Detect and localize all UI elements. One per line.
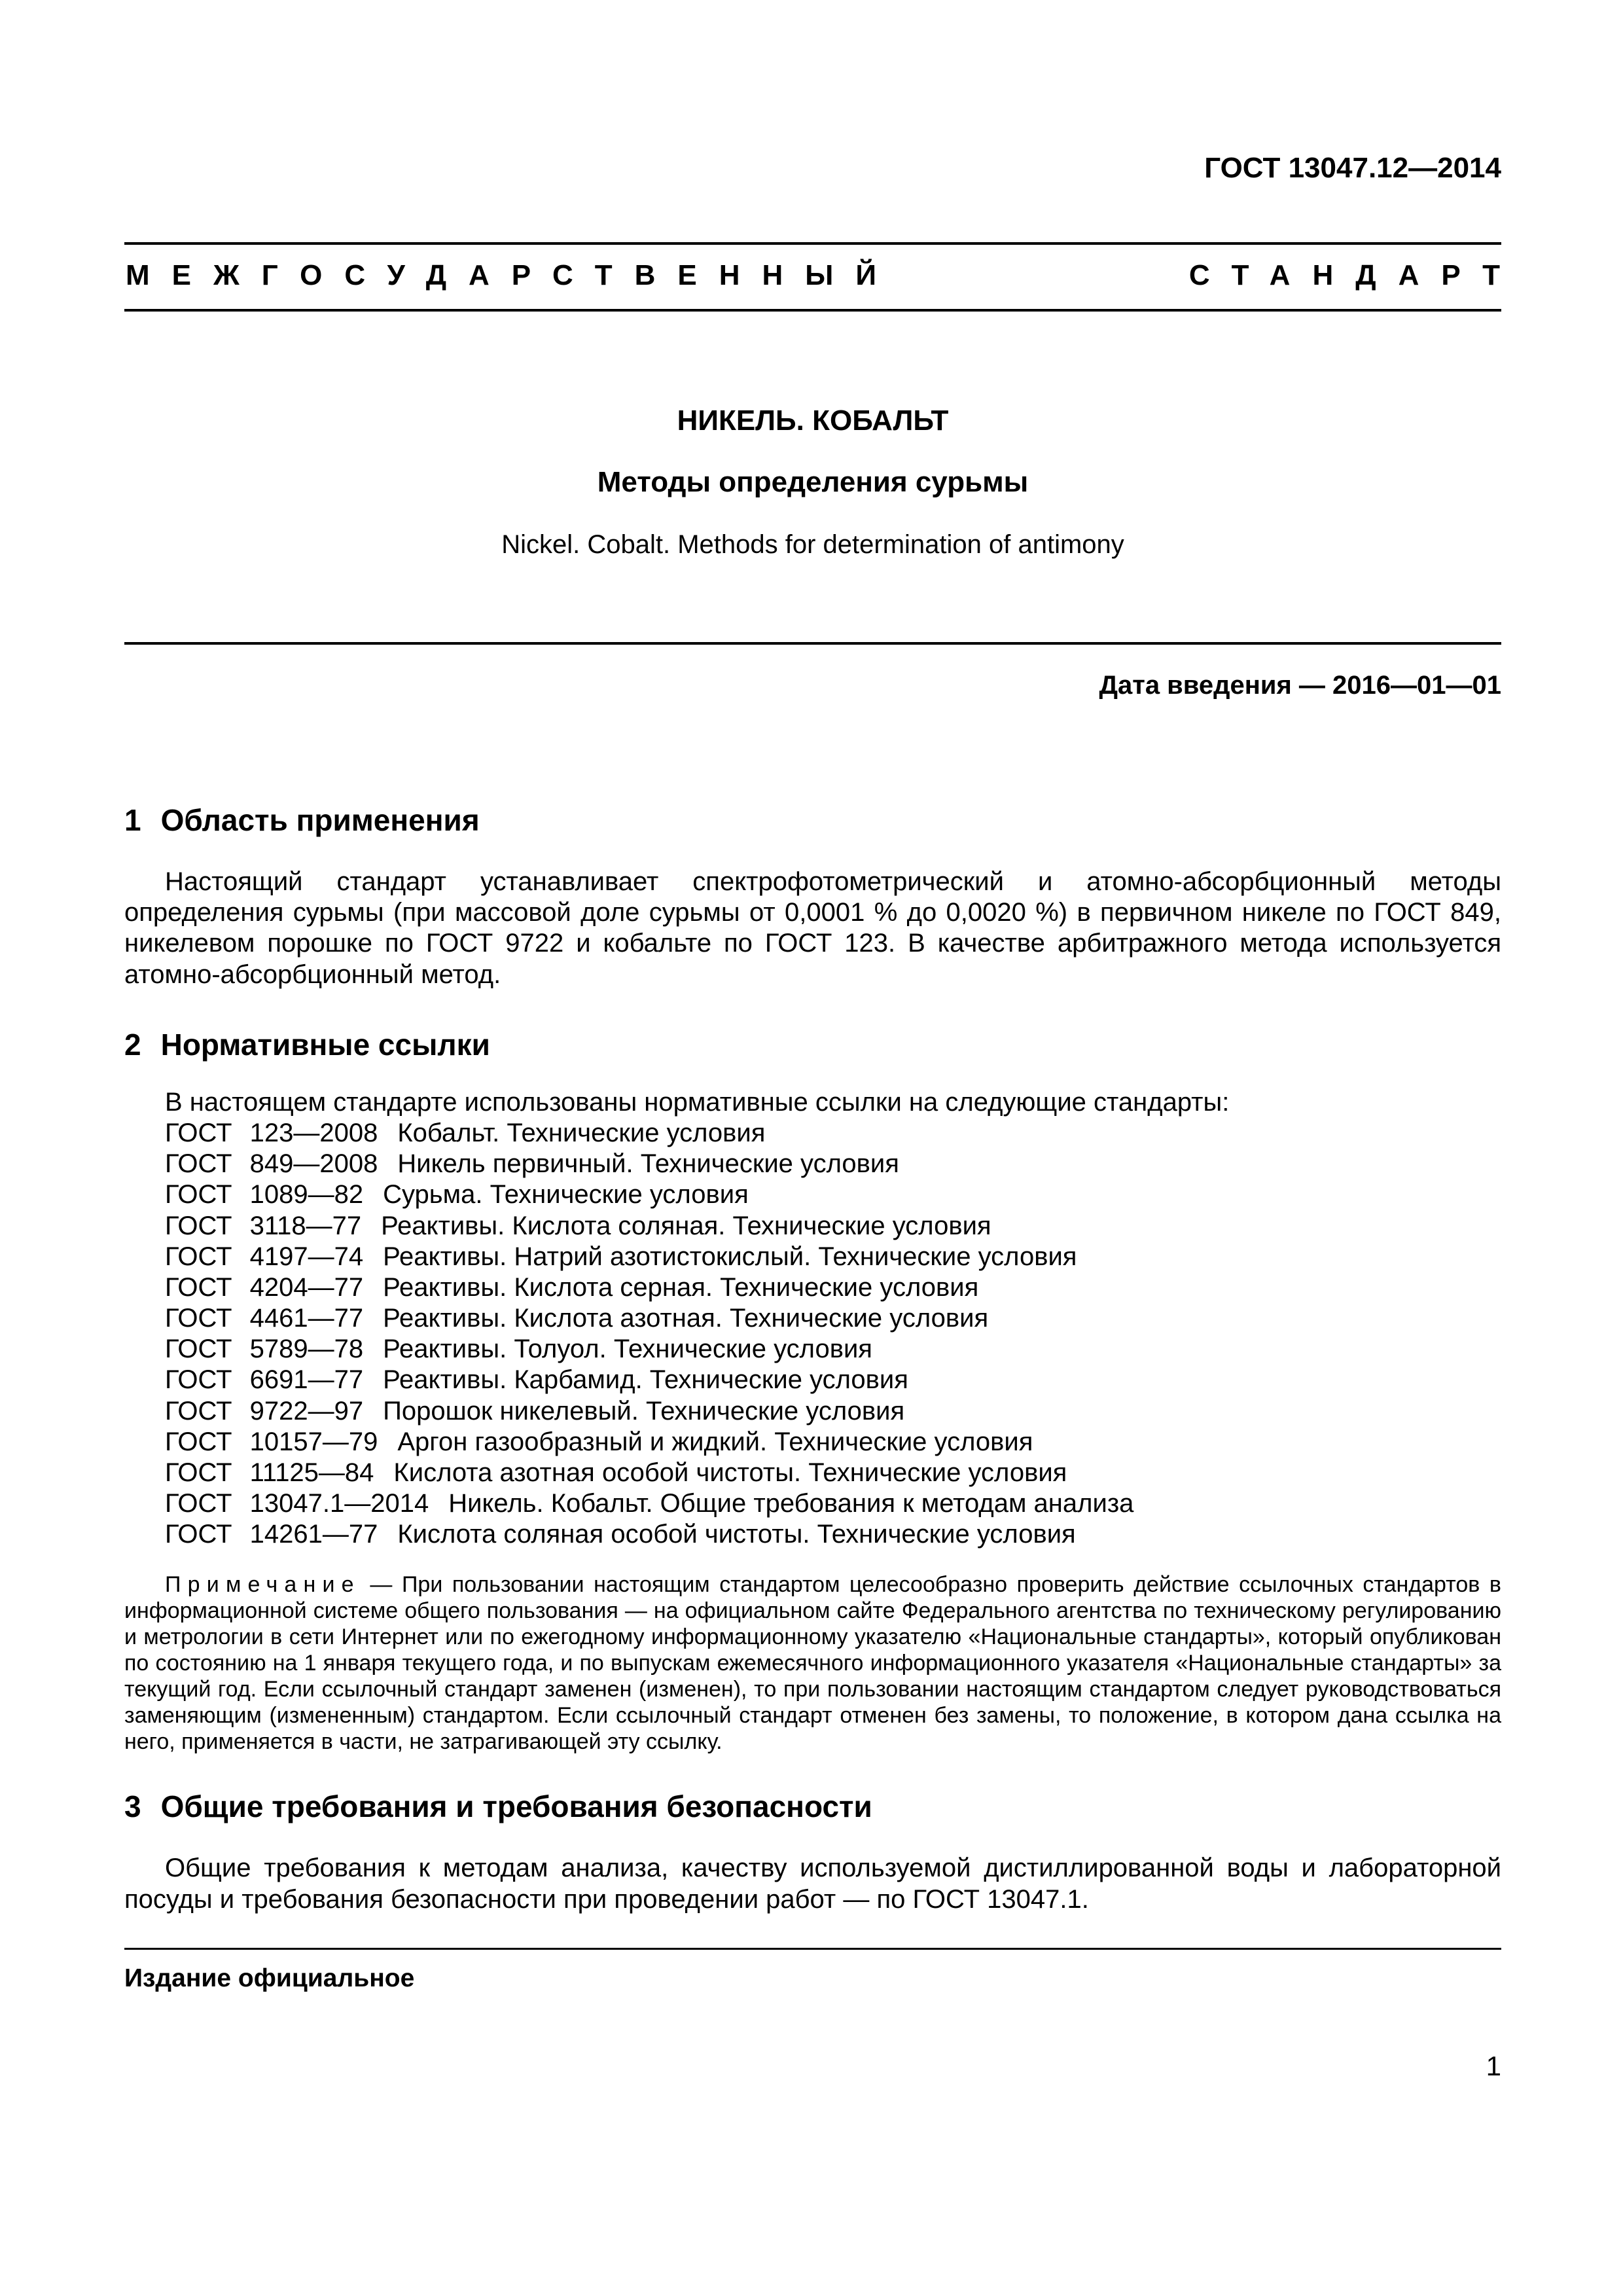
standard-ref-code: ГОСТ 5789—78 bbox=[165, 1335, 364, 1364]
standard-type-word-1: МЕЖГОСУДАРСТВЕННЫЙ bbox=[126, 259, 899, 291]
introduction-date: Дата введения — 2016—01—01 bbox=[1099, 671, 1501, 700]
body-paragraph: Настоящий стандарт устанавливает спектрофотометрический и атомно-абсорбционный методы определения сурьмы (при массовой доле сурьмы от 0,0001 % до 0,0020 %) в первичном никеле по ГОСТ 849, никелевом порошке по ГОСТ 9722 и кобальте по ГОСТ 123. В качестве арбитражного метода используется атомно-абсорбционный метод. bbox=[124, 867, 1501, 989]
standard-ref-title: Кобальт. Технические условия bbox=[397, 1118, 766, 1147]
standard-ref-item bbox=[124, 1272, 1501, 1303]
doc-subtitle-ru: Методы определения сурьмы bbox=[597, 466, 1029, 498]
standard-ref-title: Сурьма. Технические условия bbox=[383, 1180, 749, 1210]
section-normative-references bbox=[124, 1027, 1501, 1755]
standard-ref-code: ГОСТ 11125—84 bbox=[165, 1458, 374, 1487]
standard-ref-item bbox=[124, 1519, 1501, 1550]
standard-ref-code: ГОСТ 123—2008 bbox=[165, 1118, 378, 1147]
standard-ref-code: ГОСТ 4197—74 bbox=[165, 1242, 364, 1271]
section-title: Нормативные ссылки bbox=[160, 1027, 490, 1062]
standard-ref-item bbox=[124, 1396, 1501, 1427]
section-number: 1 bbox=[124, 803, 141, 837]
doc-number: ГОСТ 13047.12—2014 bbox=[1204, 152, 1501, 184]
title-divider-rule bbox=[124, 642, 1501, 645]
section-title: Область применения bbox=[160, 803, 480, 837]
standard-ref-title: Реактивы. Кислота соляная. Технические условия bbox=[381, 1211, 991, 1240]
section-number: 3 bbox=[124, 1789, 141, 1824]
standard-ref-title: Аргон газообразный и жидкий. Технические условия bbox=[397, 1427, 1033, 1456]
standard-ref-item bbox=[124, 1427, 1501, 1458]
standard-ref-code: ГОСТ 4461—77 bbox=[165, 1304, 364, 1333]
page-number: 1 bbox=[1486, 2050, 1501, 2081]
standard-ref-code: ГОСТ 10157—79 bbox=[165, 1427, 378, 1456]
official-edition-footer: Издание официальное bbox=[124, 1948, 1501, 1993]
section-scope bbox=[124, 802, 1501, 990]
standard-ref-title: Кислота соляная особой чистоты. Технические условия bbox=[397, 1520, 1076, 1549]
standard-ref-title: Реактивы. Карбамид. Технические условия bbox=[383, 1365, 908, 1395]
section-heading bbox=[124, 1027, 1501, 1062]
section-title: Общие требования и требования безопасности bbox=[160, 1789, 872, 1824]
body-paragraph: Общие требования к методам анализа, качеству используемой дистиллированной воды и лабораторной посуды и требования безопасности при проведении работ — по ГОСТ 13047.1. bbox=[124, 1854, 1501, 1914]
standard-ref-title: Реактивы. Толуол. Технические условия bbox=[383, 1335, 872, 1364]
standard-ref-item bbox=[124, 1242, 1501, 1272]
standard-ref-code: ГОСТ 13047.1—2014 bbox=[165, 1489, 429, 1518]
standard-ref-code: ГОСТ 14261—77 bbox=[165, 1520, 378, 1549]
standard-ref-code: ГОСТ 3118—77 bbox=[165, 1211, 362, 1240]
note-text: — При пользовании настоящим стандартом целесообразно проверить действие ссылочных стандартов в информационной системе общего пользования — на официальном сайте Федерального агентства по техническому регулированию и метрологии в сети Интернет или по ежегодному информационному указателю «Национальные стандарты», который опубликован по состоянию на 1 января текущего года, и по выпускам ежемесячного информационного указателя «Национальные стандарты» за текущий год. Если ссылочный стандарт заменен (изменен), то при пользовании настоящим стандартом следует руководствоваться заменяющим (измененным) стандартом. Если ссылочный стандарт отменен без замены, то положение, в котором дана ссылка на него, применяется в части, не затрагивающей эту ссылку. bbox=[124, 1571, 1501, 1755]
standard-ref-code: ГОСТ 849—2008 bbox=[165, 1149, 378, 1179]
standard-ref-item bbox=[124, 1118, 1501, 1149]
standard-ref-item bbox=[124, 1149, 1501, 1179]
standard-ref-code: ГОСТ 1089—82 bbox=[165, 1180, 364, 1210]
standard-ref-title: Реактивы. Кислота азотная. Технические условия bbox=[383, 1304, 989, 1333]
standard-ref-code: ГОСТ 6691—77 bbox=[165, 1365, 364, 1395]
standard-ref-title: Порошок никелевый. Технические условия bbox=[383, 1396, 905, 1426]
section-number: 2 bbox=[124, 1027, 141, 1062]
standard-ref-code: ГОСТ 9722—97 bbox=[165, 1396, 364, 1426]
standard-ref-code: ГОСТ 4204—77 bbox=[165, 1272, 364, 1302]
doc-title-ru: НИКЕЛЬ. КОБАЛЬТ bbox=[677, 404, 949, 437]
standard-type-word-2: СТАНДАРТ bbox=[1188, 259, 1522, 291]
standard-ref-item bbox=[124, 1488, 1501, 1519]
standard-ref-item bbox=[124, 1365, 1501, 1395]
standard-ref-title: Никель первичный. Технические условия bbox=[397, 1149, 899, 1179]
section-heading bbox=[124, 802, 1501, 838]
standard-ref-title: Реактивы. Натрий азотистокислый. Технические условия bbox=[383, 1242, 1077, 1271]
section-general-requirements bbox=[124, 1789, 1501, 1914]
references-intro: В настоящем стандарте использованы нормативные ссылки на следующие стандарты: bbox=[165, 1087, 1230, 1117]
standard-ref-item bbox=[124, 1458, 1501, 1488]
standard-ref-title: Никель. Кобальт. Общие требования к методам анализа bbox=[448, 1489, 1134, 1518]
standards-list bbox=[124, 1118, 1501, 1551]
standard-ref-item bbox=[124, 1303, 1501, 1334]
standard-ref-title: Реактивы. Кислота серная. Технические условия bbox=[383, 1272, 979, 1302]
section-heading bbox=[124, 1789, 1501, 1824]
standard-type-band bbox=[124, 242, 1522, 312]
note-label: Примечание bbox=[165, 1571, 361, 1597]
standard-ref-item bbox=[124, 1211, 1501, 1242]
doc-title-en: Nickel. Cobalt. Methods for determination of antimony bbox=[501, 530, 1124, 559]
standard-ref-item bbox=[124, 1334, 1501, 1365]
standard-ref-title: Кислота азотная особой чистоты. Технические условия bbox=[393, 1458, 1067, 1487]
title-block bbox=[124, 404, 1501, 560]
note-paragraph bbox=[124, 1571, 1501, 1755]
standard-ref-item bbox=[124, 1179, 1501, 1210]
